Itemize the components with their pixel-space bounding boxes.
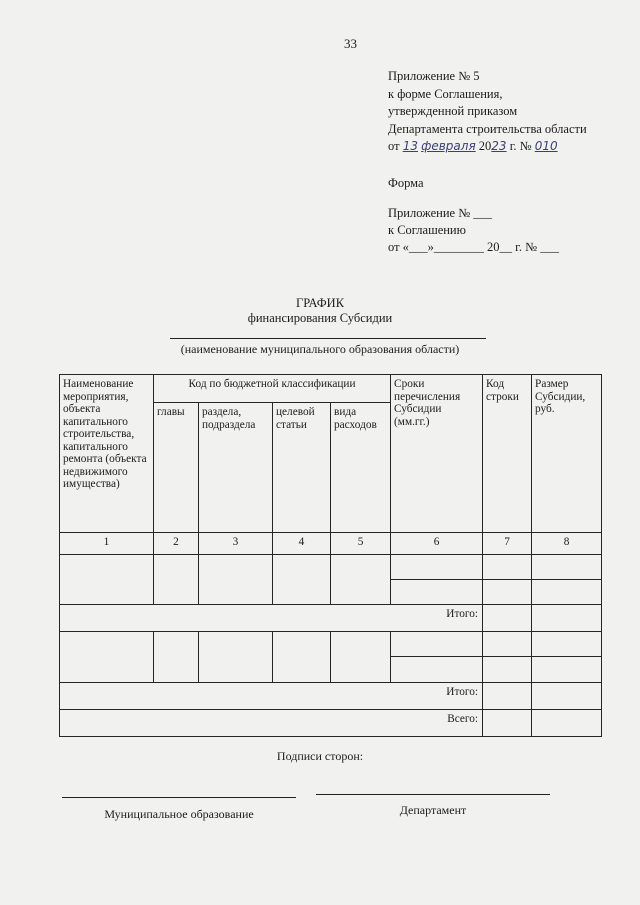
table-cell (199, 555, 273, 605)
table-cell (532, 657, 602, 683)
title-main: ГРАФИК (295, 296, 345, 310)
signature-line-right (316, 794, 550, 795)
signature-label-municipality: Муниципальное образование (104, 807, 254, 821)
page-number: 33 (344, 36, 357, 51)
table-cell (532, 555, 602, 580)
header-kbk: Код по бюджетной классификации (154, 375, 391, 403)
col-number-7: 7 (483, 533, 532, 555)
table-cell (154, 632, 199, 683)
header-name: Наименование мероприятия, объекта капитального строительства, капитального ремонта (объекта недвижимого имущества) (60, 375, 154, 533)
appendix-header (388, 68, 587, 156)
table-cell (532, 580, 602, 605)
table-cell (483, 632, 532, 657)
date-year-prefix: 20 (475, 139, 492, 154)
col-number-3: 3 (199, 533, 273, 555)
handwritten-month: февраля (421, 139, 476, 154)
table-cell (331, 632, 391, 683)
table-cell (331, 555, 391, 605)
signature-label-department: Департамент (399, 803, 467, 817)
document-title (0, 296, 640, 326)
handwritten-year: 23 (491, 139, 507, 154)
table-cell (60, 555, 154, 605)
table-cell (483, 555, 532, 580)
header-vida: вида расходов (331, 403, 391, 533)
handwritten-number: 010 (534, 139, 558, 154)
signatures-label: Подписи сторон: (276, 749, 364, 763)
table-cell (483, 580, 532, 605)
appendix2-line-3: от «___»________ 20__ г. № ___ (388, 240, 559, 254)
col-number-2: 2 (154, 533, 199, 555)
form-label: Форма (388, 176, 424, 190)
date-number-prefix: г. № (506, 139, 535, 154)
table-cell (60, 632, 154, 683)
municipal-name-label: (наименование муниципального образования области) (180, 342, 460, 356)
table-cell (532, 710, 602, 737)
appendix2-line-1: Приложение № ___ (388, 206, 493, 220)
table-cell (391, 555, 483, 580)
municipal-name-line (170, 338, 486, 339)
table-cell (391, 632, 483, 657)
appendix-date-line (388, 138, 587, 156)
appendix-line-2: к форме Соглашения, (388, 86, 503, 101)
table-cell (154, 555, 199, 605)
appendix-line-4: Департамента строительства области (388, 121, 587, 136)
signature-line-left (62, 797, 296, 798)
appendix-line-1: Приложение № 5 (388, 69, 480, 83)
table-cell (483, 683, 532, 710)
table-cell (483, 710, 532, 737)
table-cell (483, 657, 532, 683)
table-cell (532, 605, 602, 632)
header-razdel: раздела, подраздела (199, 403, 273, 533)
table-cell (391, 657, 483, 683)
col-number-1: 1 (60, 533, 154, 555)
subtotal-label-2: Итого: (60, 683, 483, 710)
appendix2-line-2: к Соглашению (388, 223, 466, 237)
col-number-8: 8 (532, 533, 602, 555)
header-kod: Код строки (483, 375, 532, 533)
table-cell (273, 555, 331, 605)
table-cell (483, 605, 532, 632)
table-cell (532, 683, 602, 710)
appendix-agreement (388, 205, 559, 256)
appendix-line-3: утвержденной приказом (388, 104, 518, 119)
handwritten-day: 13 (402, 139, 418, 154)
table-cell (391, 580, 483, 605)
title-sub: финансирования Субсидии (247, 311, 393, 325)
financing-schedule-table (59, 374, 602, 737)
date-prefix: от (388, 139, 403, 154)
header-razmer: Размер Субсидии, руб. (532, 375, 602, 533)
header-sroki: Сроки перечисления Субсидии (мм.гг.) (391, 375, 483, 533)
table-cell (532, 632, 602, 657)
subtotal-label-1: Итого: (60, 605, 483, 632)
table-cell (273, 632, 331, 683)
grand-total-label: Всего: (60, 710, 483, 737)
col-number-4: 4 (273, 533, 331, 555)
col-number-5: 5 (331, 533, 391, 555)
header-glavy: главы (154, 403, 199, 533)
table-cell (199, 632, 273, 683)
header-celevoy: целевой статьи (273, 403, 331, 533)
col-number-6: 6 (391, 533, 483, 555)
